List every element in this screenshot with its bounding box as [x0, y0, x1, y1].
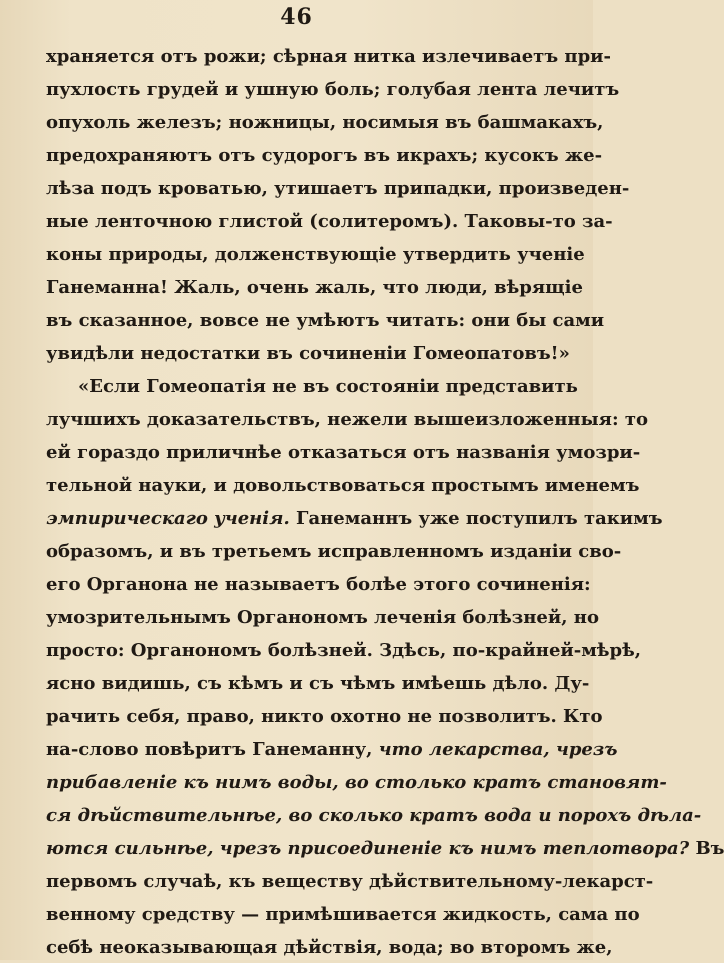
text-line-24: ся дѣйствительнѣе, во сколько кратъ вода и порохъ дѣла- — [46, 805, 702, 826]
text-line-25-end: Въ — [695, 838, 724, 859]
text-line-20: ясно видишь, съ кѣмъ и съ чѣмъ имѣешь дѣло. Ду- — [46, 673, 590, 694]
text-line-28: себѣ неоказывающая дѣйствія, вода; во второмъ же, — [46, 937, 613, 958]
text-line-1: храняется отъ рожи; сѣрная нитка излечиваетъ при- — [46, 46, 611, 67]
text-line-13: ей гораздо приличнѣе отказаться отъ названія умозри- — [46, 442, 641, 463]
text-line-2: пухлость грудей и ушную боль; голубая лента лечитъ — [46, 79, 620, 100]
text-line-16: образомъ, и въ третьемъ исправленномъ изданіи сво- — [46, 541, 622, 562]
text-line-9: въ сказанное, вовсе не умѣютъ читать: они бы сами — [46, 310, 605, 331]
italic-phrase: что лекарства, чрезъ — [378, 739, 618, 760]
text-line-26: первомъ случаѣ, къ веществу дѣйствительному-лекарст- — [46, 871, 654, 892]
text-line-7: коны природы, долженствующіе утвердить ученіе — [46, 244, 585, 265]
text-line-14: тельной науки, и довольствоваться простымъ именемъ — [46, 475, 640, 496]
text-line-23: прибавленіе къ нимъ воды, во столько кратъ становят- — [46, 772, 667, 793]
text-line-11: «Если Гомеопатія не въ состояніи представить — [78, 376, 578, 397]
text-line-12: лучшихъ доказательствъ, нежели вышеизложенныя: то — [46, 409, 649, 430]
text-line-21: рачить себя, право, никто охотно не позволитъ. Кто — [46, 706, 603, 727]
text-line-10: увидѣли недостатки въ сочиненіи Гомеопатовъ!» — [46, 343, 570, 364]
text-line-22 — [46, 735, 618, 765]
text-line-6: ные ленточною глистой (солитеромъ). Таковы-то за- — [46, 211, 613, 232]
text-line-18: умозрительнымъ Органономъ леченія болѣзней, но — [46, 607, 599, 628]
text-line-27: венному средству — примѣшивается жидкость, сама по — [46, 904, 640, 925]
text-line-5: лѣза подъ кроватью, утишаетъ припадки, произведен- — [46, 178, 630, 199]
text-line-22-start: на-слово повѣритъ Ганеманну, — [46, 739, 373, 760]
text-line-8: Ганеманна! Жаль, очень жаль, что люди, вѣрящіе — [46, 277, 583, 298]
text-line-4: предохраняютъ отъ судорогъ въ икрахъ; кусокъ же- — [46, 145, 603, 166]
text-line-25 — [46, 834, 724, 864]
text-line-15-rest: Ганеманнъ уже поступилъ такимъ — [296, 508, 663, 529]
text-line-17: его Органона не называетъ болѣе этого сочиненія: — [46, 574, 591, 595]
italic-phrase: эмпирическаго ученія. — [46, 508, 290, 529]
page-number: 46 — [280, 4, 313, 30]
text-line-15 — [46, 504, 663, 534]
text-line-19: просто: Органономъ болѣзней. Здѣсь, по-крайней-мѣрѣ, — [46, 640, 642, 661]
text-line-3: опухоль железъ; ножницы, носимыя въ башмакахъ, — [46, 112, 604, 133]
text-line-25-italic: ются сильнѣе, чрезъ присоединеніе къ нимъ теплотвора? — [46, 838, 690, 859]
